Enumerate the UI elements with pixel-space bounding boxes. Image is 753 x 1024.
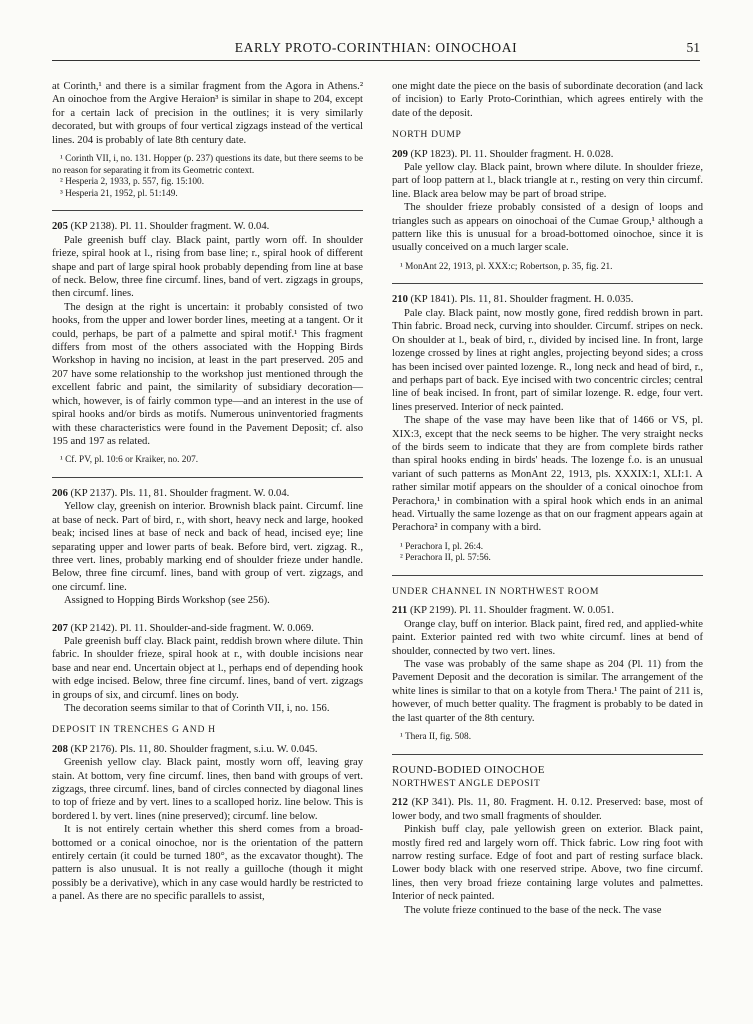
entry-paragraph: It is not entirely certain whether this sherd comes from a broad-bottomed or a conical oinochoe, nor is the orientation of the pattern entirely certain (it could be turned 180°, as the excavator thought). The pattern is also unusual. It is not really a guilloche (though it might possibly be a derivative), which in any case would hardly be restricted to a panel. As there are no specific parallels to assist, xyxy=(52,824,363,903)
section-heading: ROUND-BODIED OINOCHOE xyxy=(392,763,545,776)
footnote: ¹ MonAnt 22, 1913, pl. XXX:c; Robertson, p. 35, fig. 21. xyxy=(400,261,613,272)
footnotes xyxy=(392,262,703,274)
entry-heading xyxy=(392,293,703,306)
page-number: 51 xyxy=(686,40,700,55)
footnote: ² Perachora II, pl. 57:56. xyxy=(400,553,491,564)
entry-heading-text: (KP 2137). Pls. 11, 81. Shoulder fragment. W. 0.04. xyxy=(67,487,290,499)
entry-heading-text: (KP 1841). Pls. 11, 81. Shoulder fragment. H. 0.035. xyxy=(407,294,634,306)
entry-number: 207 xyxy=(52,622,68,634)
entry-paragraph: The decoration seems similar to that of Corinth VII, i, no. 156. xyxy=(64,703,330,714)
footnotes xyxy=(392,732,703,744)
entry-heading-text: (KP 2176). Pls. 11, 80. Shoulder fragment, s.i.u. W. 0.045. xyxy=(67,743,318,755)
entry-number: 212 xyxy=(392,797,408,809)
divider xyxy=(52,210,363,211)
section-heading: UNDER CHANNEL IN NORTHWEST ROOM xyxy=(392,585,600,597)
catalogue-entry-212 xyxy=(392,796,703,917)
entry-heading xyxy=(392,796,703,823)
subsection-heading: NORTHWEST ANGLE DEPOSIT xyxy=(392,778,541,790)
section-heading: NORTH DUMP xyxy=(392,129,462,141)
catalogue-entry-209 xyxy=(392,148,703,274)
entry-number: 209 xyxy=(392,148,408,160)
catalogue-entry-210 xyxy=(392,293,703,565)
catalogue-entry-206 xyxy=(52,487,363,608)
entry-heading xyxy=(52,743,363,756)
entry-paragraph: Assigned to Hopping Birds Workshop (see 256). xyxy=(64,595,270,607)
divider xyxy=(392,283,703,284)
entry-paragraph: Pale greenish buff clay. Black paint, reddish brown where dilute. Thin fabric. In shoulder frieze, spiral hook at r., with double incisions near base and near end. Uncertain object at l., perhaps end of depending hook with edge incised. Below, three fine circumf. lines, band of vert. zigzags in groups of six, and circumf. lines on body. xyxy=(52,635,363,701)
entry-paragraph: Pale greenish buff clay. Black paint, partly worn off. In shoulder frieze, spiral hook at l., rising from base line; r., spiral hook of different shape and part of large spiral hook probably depending from line at base of neck. Below, three fine circumf. lines, band of vert. zigzags in groups, then circumf. lines. xyxy=(52,234,363,300)
entry-heading xyxy=(52,622,363,635)
catalogue-entry-205 xyxy=(52,220,363,467)
running-title: EARLY PROTO-CORINTHIAN: OINOCHOAI xyxy=(234,40,518,55)
entry-heading xyxy=(392,604,703,617)
entry-heading-text: (KP 2142). Pl. 11. Shoulder-and-side fragment. W. 0.069. xyxy=(67,622,314,634)
entry-paragraph: Yellow clay, greenish on interior. Brownish black paint. Circumf. line at base of neck. Part of bird, r., with short, heavy neck and large, hooked beak; incised lines at base of neck and back of head, incised eye; line separating upper and lower parts of beak. Before bird, vert. zigzag. R., three vert. lines, probably marking end of shoulder frieze under handle. Below, three fine circumf. lines, band with group of vert. zigzags, and one circumf. line. xyxy=(52,501,363,593)
footnote: ¹ Perachora I, pl. 26:4. xyxy=(400,541,484,552)
divider xyxy=(392,575,703,576)
entry-paragraph: Pale clay. Black paint, now mostly gone, fired reddish brown in part. Thin fabric. Broad neck, curving into shoulder. Circumf. stripes on neck. On shoulder at l., beak of bird, r., divided by incised line. In front, large lozenge crossed by lines at right angles, projecting beyond sides; a cross has been incised over painted lozenge. R., long neck and head of bird, r., and perhaps part of back. Eye incised with two concentric circles; central line of beak incised. In front, part of similar lozenge. R. edge, four vert. lines preserved. Interior of neck painted. xyxy=(392,307,703,413)
entry-paragraph: Greenish yellow clay. Black paint, mostly worn off, leaving gray stain. At bottom, very fine circumf. lines, then band with groups of vert. zigzags, three circumf. lines, band of circles connected by diagonal lines to top of frieze and by vert. lines to a scalloped horiz. line below. This is bordered l. by vert. lines (nine preserved); circumf. line below. xyxy=(52,757,363,822)
footnote: ¹ Thera II, fig. 508. xyxy=(400,732,472,743)
continued-paragraph: one might date the piece on the basis of subordinate decoration (and lack of incision) to Early Proto-Corinthian, which agrees entirely with the date of the deposit. xyxy=(392,81,703,119)
continued-paragraph: at Corinth,¹ and there is a similar fragment from the Agora in Athens.² An oinochoe from the Argive Heraion³ is similar in shape to 204, except for a certain lack of precision in the outlines; it is very similarly decorated, but with groups of four vertical zigzags instead of the vertical lines. 204 is probably of late 8th century date. xyxy=(52,81,363,146)
entry-heading-text: (KP 341). Pls. 11, 80. Fragment. H. 0.12. Preserved: base, most of lower body, and two small fragments of shoulder. xyxy=(392,797,703,822)
footnote: ² Hesperia 2, 1933, p. 557, fig. 15:100. xyxy=(60,177,205,188)
footnote: ¹ Corinth VII, i, no. 131. Hopper (p. 237) questions its date, but there seems to be no reason for separating it from its Geometric context. xyxy=(52,154,363,176)
entry-heading xyxy=(52,487,363,500)
entry-paragraph: Pinkish buff clay, pale yellowish green on exterior. Black paint, mostly fired red and largely worn off. Thick fabric. Low ring foot with narrow resting surface. Edge of foot and part of resting surface black. Lower body black with one reserved stripe. Above, two fine circumf. lines, then very broad frieze containing large volutes and palmettes. Interior of neck painted. xyxy=(392,824,703,903)
footnote: ³ Hesperia 21, 1952, pl. 51:149. xyxy=(60,188,178,199)
catalogue-entry-207 xyxy=(52,622,363,716)
entry-heading-text: (KP 1823). Pl. 11. Shoulder fragment. H. 0.028. xyxy=(407,148,614,160)
footnotes xyxy=(392,542,703,565)
entry-paragraph: The design at the right is uncertain: it probably consisted of two hooks, from the upper and lower border lines, meeting at a tangent. Or it could, perhaps, be part of a palmette and spiral motif.¹ This fragment differs from most of the others associated with the Hopping Birds Workshop in having no incision, at least in the part preserved. 205 and 207 have some relationship to the workshop just mentioned through the excellent fabric and paint, the similarity of subsidiary decoration—which, however, is of fairly common type—and an interest in the use of spiral hooks and/or birds as motifs. Numerous uninventoried fragments with these characteristics were found in the Pavement Deposit; cf. also 195 and 197 as related. xyxy=(52,301,363,447)
footnotes xyxy=(52,455,363,467)
entry-number: 210 xyxy=(392,294,408,306)
catalogue-entry-208 xyxy=(52,743,363,904)
entry-paragraph: Pale yellow clay. Black paint, brown where dilute. In shoulder frieze, part of loop pattern at l., black triangle at r., resting on very thin circumf. line. Black area below may be part of broad stripe. xyxy=(392,162,703,200)
entry-paragraph: The volute frieze continued to the base of the neck. The vase xyxy=(404,904,662,916)
right-column xyxy=(392,80,703,917)
section-heading: DEPOSIT IN TRENCHES G AND H xyxy=(52,724,216,736)
footnote: ¹ Cf. PV, pl. 10:6 or Kraiker, no. 207. xyxy=(60,455,199,466)
entry-heading xyxy=(392,148,703,161)
entry-paragraph: Orange clay, buff on interior. Black paint, fired red, and applied-white paint. Exterior painted red with two white circumf. lines at bend of shoulder, connected by two vert. lines. xyxy=(392,618,703,657)
entry-number: 206 xyxy=(52,487,68,499)
footnotes xyxy=(52,154,363,200)
entry-number: 208 xyxy=(52,743,68,755)
entry-paragraph: The vase was probably of the same shape as 204 (Pl. 11) from the Pavement Deposit and the decoration is similar. The arrangement of the white lines is similar to that on a kotyle from Thera.¹ The paint of 211 is, however, of much better quality. The fragment is probably to be dated in the last quarter of the 8th century. xyxy=(392,659,703,724)
entry-number: 211 xyxy=(392,605,408,617)
entry-heading-text: (KP 2199). Pl. 11. Shoulder fragment. W. 0.051. xyxy=(407,605,614,617)
divider xyxy=(392,754,703,755)
catalogue-entry-211 xyxy=(392,604,703,743)
entry-paragraph: The shoulder frieze probably consisted of a design of loops and triangles such as appears on oinochoai of the Cumae Group,¹ although a pattern like this is unusual for a broad-bottomed oinochoe, since it is usually conceived on a much larger scale. xyxy=(392,202,703,254)
entry-heading-text: (KP 2138). Pl. 11. Shoulder fragment. W. 0.04. xyxy=(67,221,270,233)
running-header xyxy=(52,40,700,61)
entry-paragraph: The shape of the vase may have been like that of 1466 or VS, pl. XIX:3, except that the neck seems to be higher. The very straight necks of the birds seem to indicate that they are from complete birds rather than spiral hooks ending in birds' heads. The lozenge f.o. is an unusual variant of such patterns as MonAnt 22, 1913, pls. XXXIX:1, XLI:1. A rather similar motif appears on the shoulder of a conical oinochoe from Perachora,¹ in combination with a spiral hook which ends in an animal head. Virtually the same lozenge as that on our fragment appears again at Perachora² in company with a bird. xyxy=(392,415,703,534)
divider xyxy=(52,477,363,478)
entry-heading xyxy=(52,220,363,233)
left-column xyxy=(52,80,363,904)
entry-number: 205 xyxy=(52,221,68,233)
